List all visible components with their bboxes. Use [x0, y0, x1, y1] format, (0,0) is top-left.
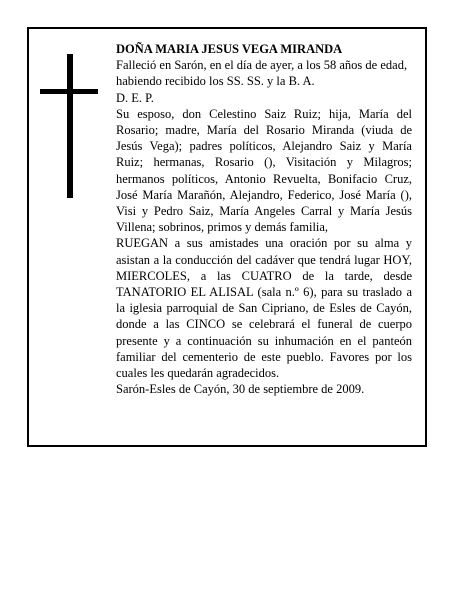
place-date-line: Sarón-Esles de Cayón, 30 de septiembre de 2009.: [116, 382, 365, 397]
obituary-notice: [27, 27, 427, 447]
death-announcement: Falleció en Sarón, en el día de ayer, a los 58 años de edad,: [116, 58, 408, 73]
sacraments-line: habiendo recibido los SS. SS. y la B. A.: [116, 74, 315, 89]
funeral-details: RUEGAN a sus amistades una oración por su alma y asistan a la conducción del cadáver que tendrá lugar HOY, MIERCOLES, a las CUATRO de la tarde, desde TANATORIO EL ALISAL (sala n.º 6), para su traslado a la iglesia parroquial de San Cipriano, de Esles de Cayón, donde a las CINCO se celebrará el funeral de cuerpo presente y a continuación su inhumación en el panteón familiar del cementerio de este pueblo. Favores por los cuales les quedarán agradecidos.: [116, 236, 412, 381]
deceased-name: DOÑA MARIA JESUS VEGA MIRANDA: [116, 42, 343, 56]
obituary-text: [116, 41, 412, 397]
rip-line: D. E. P.: [116, 90, 154, 105]
family-list: Su esposo, don Celestino Saiz Ruiz; hija, María del Rosario; madre, María del Rosario Miranda (viuda de Jesús Vega); padres políticos, Alejandro Saiz y María Ruiz; hermanas, Rosario (), Visitación y Milagros; hermanos políticos, Antonio Revuelta, Bonifacio Cruz, José María Marañón, Alejandro, Federico, José María (), Visi y Pedro Saiz, María Angeles Carral y María Jesús Villena; sobrinos, primos y demás familia,: [116, 106, 412, 235]
